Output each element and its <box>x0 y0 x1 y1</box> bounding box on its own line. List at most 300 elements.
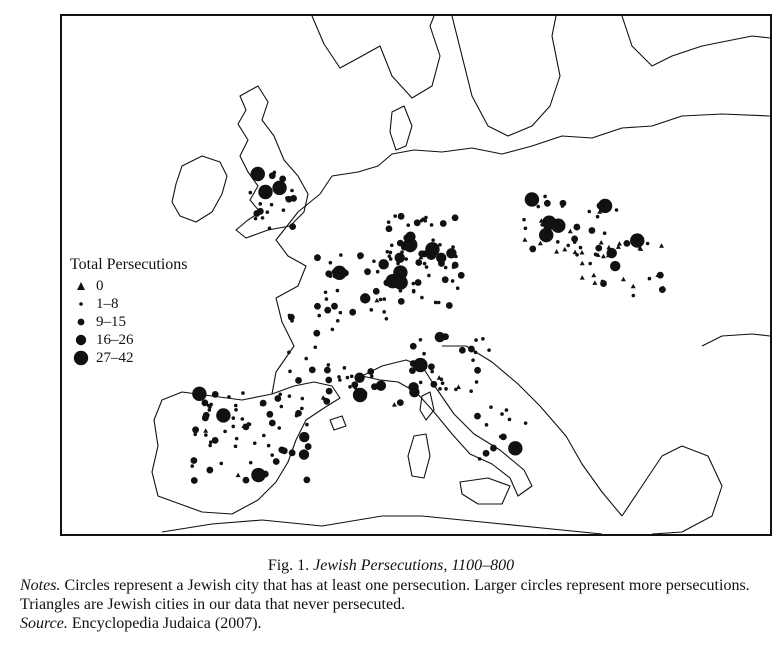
city-marker-circle <box>379 298 383 302</box>
city-marker-circle <box>331 303 338 310</box>
city-marker-circle <box>305 423 309 427</box>
city-marker-circle <box>406 223 410 227</box>
city-marker-circle <box>561 204 565 208</box>
city-marker-circle <box>474 338 478 342</box>
city-marker-circle <box>262 434 266 438</box>
city-marker-circle <box>420 296 424 300</box>
city-marker-circle <box>201 399 208 406</box>
city-marker-circle <box>392 276 396 280</box>
city-marker-circle <box>397 399 404 406</box>
city-marker-circle <box>441 381 445 385</box>
city-marker-triangle <box>592 280 597 285</box>
triangle-icon <box>70 281 92 291</box>
city-marker-circle <box>499 435 503 439</box>
city-marker-circle <box>354 386 358 390</box>
coastline-denmark <box>390 106 412 150</box>
city-marker-circle <box>456 286 460 290</box>
city-marker-triangle <box>659 243 664 248</box>
coastline-black-sea <box>702 334 770 346</box>
city-marker-circle <box>601 280 605 284</box>
city-marker-triangle <box>203 428 208 433</box>
city-marker-circle <box>508 418 512 422</box>
city-marker-circle <box>426 250 436 260</box>
city-marker-circle <box>396 280 400 284</box>
city-marker-circle <box>273 171 277 175</box>
city-marker-circle <box>273 458 280 465</box>
city-marker-circle <box>610 261 620 271</box>
city-marker-circle <box>454 388 458 392</box>
source-text: Encyclopedia Judaica (2007). <box>71 615 262 632</box>
city-marker-circle <box>415 279 422 286</box>
city-marker-circle <box>440 377 444 381</box>
city-marker-circle <box>235 437 239 441</box>
city-marker-circle <box>272 181 286 195</box>
coastline-adriatic <box>442 346 622 516</box>
city-marker-circle <box>367 368 374 375</box>
city-marker-circle <box>350 374 354 378</box>
city-marker-circle <box>573 224 580 231</box>
city-marker-circle <box>459 347 466 354</box>
city-marker-circle <box>364 268 371 275</box>
city-marker-circle <box>543 195 547 199</box>
city-marker-circle <box>419 338 423 342</box>
city-marker-triangle <box>601 254 606 258</box>
city-marker-circle <box>208 444 212 448</box>
city-marker-circle <box>324 367 331 374</box>
coastline-iberia <box>152 382 340 514</box>
city-marker-circle <box>354 372 364 382</box>
city-marker-circle <box>385 317 389 321</box>
city-marker-circle <box>458 272 465 279</box>
city-marker-circle <box>274 395 281 402</box>
city-marker-triangle <box>621 277 626 282</box>
city-marker-circle <box>410 343 417 350</box>
legend-label-1: 1–8 <box>96 295 119 312</box>
coastline-france-west <box>272 176 332 394</box>
city-marker-circle <box>329 274 333 278</box>
coastline-north-africa <box>162 516 602 534</box>
city-marker-circle <box>349 309 356 316</box>
city-marker-circle <box>372 259 376 263</box>
city-marker-circle <box>500 412 504 416</box>
legend-label-0: 0 <box>96 277 104 294</box>
city-marker-circle <box>422 352 426 356</box>
city-marker-circle <box>483 450 490 457</box>
city-marker-circle <box>247 422 251 426</box>
city-marker-circle <box>227 395 231 399</box>
coastline-mainland <box>332 114 770 176</box>
city-marker-circle <box>529 246 536 253</box>
city-marker-circle <box>331 328 335 332</box>
city-marker-circle <box>338 378 342 382</box>
city-marker-triangle <box>579 250 584 255</box>
city-marker-circle <box>587 210 591 214</box>
city-marker-triangle <box>554 249 559 254</box>
city-marker-circle <box>192 387 206 401</box>
city-marker-triangle <box>591 273 596 278</box>
city-marker-circle <box>346 376 350 380</box>
city-marker-triangle <box>538 241 543 246</box>
city-marker-triangle <box>392 402 397 407</box>
city-marker-circle <box>648 277 652 281</box>
small-dot-icon <box>70 299 92 309</box>
city-marker-circle <box>251 170 258 177</box>
city-marker-circle <box>295 414 299 418</box>
city-marker-circle <box>566 244 570 248</box>
city-marker-circle <box>389 251 393 255</box>
city-marker-circle <box>423 219 427 223</box>
city-marker-circle <box>324 307 331 314</box>
city-marker-circle <box>413 358 427 372</box>
city-marker-circle <box>395 253 405 263</box>
legend-label-4: 27–42 <box>96 349 134 366</box>
city-marker-circle <box>579 246 583 250</box>
coastline-corsica <box>420 392 434 420</box>
city-marker-circle <box>524 421 528 425</box>
city-marker-circle <box>444 387 448 391</box>
city-marker-circle <box>623 240 630 247</box>
coastline-sweden <box>452 16 560 136</box>
city-marker-circle <box>295 377 302 384</box>
city-marker-triangle <box>599 240 604 245</box>
city-marker-circle <box>234 404 238 408</box>
legend-label-2: 9–15 <box>96 313 126 330</box>
city-marker-circle <box>490 445 497 452</box>
city-marker-circle <box>478 457 482 461</box>
coastline-sardinia <box>408 434 430 478</box>
city-marker-circle <box>386 250 390 254</box>
city-marker-circle <box>393 214 397 218</box>
city-marker-triangle <box>580 275 585 280</box>
city-marker-circle <box>288 394 292 398</box>
city-marker-circle <box>234 408 238 412</box>
city-marker-circle <box>387 227 391 231</box>
city-marker-circle <box>508 441 522 455</box>
legend-item-4 <box>70 349 220 367</box>
city-marker-circle <box>258 185 272 199</box>
city-marker-circle <box>378 259 388 269</box>
large-dot-icon <box>70 333 92 347</box>
city-marker-circle <box>314 254 321 261</box>
city-marker-circle <box>325 377 332 384</box>
city-marker-circle <box>430 381 437 388</box>
city-marker-circle <box>337 375 341 379</box>
city-marker-circle <box>575 253 579 257</box>
city-marker-circle <box>299 432 309 442</box>
source-line <box>20 614 780 633</box>
city-marker-circle <box>452 265 456 269</box>
city-marker-circle <box>428 363 435 370</box>
city-marker-circle <box>208 408 212 412</box>
city-marker-circle <box>219 462 223 466</box>
city-marker-circle <box>442 333 449 340</box>
city-marker-circle <box>474 351 478 355</box>
map-legend <box>70 255 220 367</box>
city-marker-circle <box>288 370 292 374</box>
city-marker-circle <box>442 276 449 283</box>
city-marker-circle <box>285 196 289 200</box>
city-marker-circle <box>382 297 386 301</box>
city-marker-circle <box>427 274 431 278</box>
city-marker-circle <box>357 252 364 259</box>
city-marker-triangle <box>580 261 585 266</box>
city-marker-circle <box>202 415 209 422</box>
city-marker-circle <box>323 398 330 405</box>
city-marker-circle <box>249 461 253 465</box>
city-marker-circle <box>317 314 321 318</box>
city-marker-circle <box>313 345 317 349</box>
coastline-great-britain <box>236 86 308 238</box>
city-marker-circle <box>289 449 296 456</box>
city-marker-circle <box>597 202 604 209</box>
city-marker-circle <box>419 381 423 385</box>
city-marker-circle <box>529 199 533 203</box>
city-marker-circle <box>289 223 296 230</box>
city-marker-circle <box>266 411 273 418</box>
city-marker-circle <box>305 443 312 450</box>
city-marker-circle <box>418 250 425 257</box>
city-marker-circle <box>403 234 410 241</box>
city-marker-circle <box>405 242 415 252</box>
city-marker-circle <box>290 195 297 202</box>
city-marker-circle <box>431 238 435 242</box>
city-marker-circle <box>451 279 455 283</box>
city-marker-circle <box>481 337 485 341</box>
city-marker-triangle <box>236 473 241 478</box>
city-marker-circle <box>336 319 340 323</box>
city-marker-circle <box>342 270 349 277</box>
coastline-greece <box>622 446 722 534</box>
xlarge-dot-icon <box>70 349 92 367</box>
coastline-ireland <box>172 156 227 222</box>
city-marker-circle <box>542 216 556 230</box>
city-marker-circle <box>360 293 370 303</box>
city-marker-circle <box>646 242 650 246</box>
city-marker-circle <box>253 441 257 445</box>
city-marker-circle <box>260 403 264 407</box>
fig-title: Jewish Persecutions, 1100–800 <box>313 557 515 574</box>
city-marker-triangle <box>374 298 379 303</box>
city-marker-circle <box>544 200 551 207</box>
city-marker-circle <box>596 215 600 219</box>
city-marker-circle <box>603 231 607 235</box>
city-marker-circle <box>539 228 553 242</box>
city-marker-circle <box>474 413 481 420</box>
city-marker-circle <box>339 311 343 315</box>
city-marker-circle <box>191 477 198 484</box>
city-marker-circle <box>522 218 526 222</box>
city-marker-circle <box>231 425 235 429</box>
city-marker-circle <box>270 203 274 207</box>
city-marker-circle <box>430 223 434 227</box>
city-marker-circle <box>287 351 291 355</box>
city-marker-circle <box>438 387 442 391</box>
city-marker-circle <box>343 366 347 370</box>
city-marker-circle <box>313 330 320 337</box>
city-marker-circle <box>216 408 230 422</box>
city-marker-circle <box>325 297 329 301</box>
figure-caption <box>0 557 782 575</box>
city-marker-circle <box>595 245 602 252</box>
city-marker-circle <box>327 363 331 367</box>
city-marker-circle <box>469 389 473 393</box>
city-marker-circle <box>475 380 479 384</box>
city-marker-circle <box>253 210 260 217</box>
city-marker-circle <box>589 227 596 234</box>
city-marker-circle <box>269 420 276 427</box>
city-marker-circle <box>192 426 199 433</box>
coastline-finland <box>622 16 770 66</box>
city-marker-circle <box>434 301 438 305</box>
city-marker-circle <box>398 298 405 305</box>
city-marker-circle <box>303 476 310 483</box>
city-marker-circle <box>231 416 235 420</box>
city-marker-circle <box>485 423 489 427</box>
medium-dot-icon <box>70 316 92 328</box>
city-marker-circle <box>412 282 416 286</box>
city-marker-circle <box>514 444 518 448</box>
city-marker-circle <box>332 272 339 279</box>
city-marker-circle <box>437 301 441 305</box>
city-marker-circle <box>336 289 340 293</box>
city-marker-circle <box>212 437 219 444</box>
city-marker-circle <box>471 358 475 362</box>
city-marker-circle <box>201 391 205 395</box>
city-marker-circle <box>630 233 644 247</box>
city-marker-circle <box>373 288 380 295</box>
source-label: Source. <box>20 615 68 632</box>
city-marker-circle <box>382 310 386 314</box>
city-marker-circle <box>376 380 386 390</box>
city-marker-circle <box>436 253 446 263</box>
city-marker-circle <box>339 253 343 257</box>
legend-item-2 <box>70 313 220 331</box>
city-marker-circle <box>408 382 418 392</box>
city-marker-circle <box>536 205 540 209</box>
city-marker-circle <box>440 220 447 227</box>
city-marker-circle <box>390 244 394 248</box>
city-marker-triangle <box>617 241 622 246</box>
coastline-italy <box>362 360 532 496</box>
city-marker-circle <box>487 348 491 352</box>
city-marker-circle <box>376 270 380 274</box>
city-marker-circle <box>243 477 250 484</box>
city-marker-circle <box>489 405 493 409</box>
city-marker-circle <box>304 357 308 361</box>
fig-number: Fig. 1. <box>267 557 310 574</box>
city-marker-circle <box>452 214 459 221</box>
city-marker-circle <box>505 408 509 412</box>
city-marker-circle <box>329 261 333 265</box>
city-marker-circle <box>209 403 213 407</box>
city-marker-circle <box>234 445 238 449</box>
city-marker-circle <box>348 385 352 389</box>
legend-title: Total Persecutions <box>70 256 188 273</box>
city-marker-circle <box>525 198 529 202</box>
city-marker-triangle <box>568 229 573 234</box>
city-marker-circle <box>398 213 405 220</box>
city-marker-triangle <box>631 284 636 289</box>
legend-item-0 <box>70 277 220 295</box>
legend-item-1 <box>70 295 220 313</box>
city-marker-circle <box>301 397 305 401</box>
city-marker-circle <box>370 374 374 378</box>
city-marker-circle <box>468 346 475 353</box>
coastline-sicily <box>460 478 510 504</box>
city-marker-circle <box>223 430 227 434</box>
city-marker-circle <box>446 248 456 258</box>
city-marker-circle <box>212 391 219 398</box>
city-marker-circle <box>438 243 442 247</box>
city-marker-circle <box>241 417 245 421</box>
city-marker-circle <box>268 227 272 231</box>
city-marker-circle <box>279 176 286 183</box>
city-marker-circle <box>266 210 270 214</box>
city-marker-circle <box>353 388 367 402</box>
city-marker-circle <box>267 444 271 448</box>
city-marker-circle <box>282 208 286 212</box>
city-marker-circle <box>191 457 198 464</box>
city-marker-circle <box>314 303 321 310</box>
city-marker-circle <box>571 236 578 243</box>
city-marker-circle <box>280 405 284 409</box>
coastline-balearic <box>330 416 346 430</box>
city-marker-circle <box>387 220 391 224</box>
city-marker-circle <box>412 290 416 294</box>
city-marker-circle <box>241 391 245 395</box>
city-marker-circle <box>309 366 316 373</box>
city-marker-circle <box>369 308 373 312</box>
city-marker-circle <box>556 240 560 244</box>
city-marker-circle <box>290 189 294 193</box>
city-marker-circle <box>326 388 333 395</box>
city-marker-circle <box>300 407 304 411</box>
city-marker-circle <box>424 216 428 220</box>
city-marker-circle <box>397 240 404 247</box>
city-marker-circle <box>254 217 258 221</box>
legend-label-3: 16–26 <box>96 331 134 348</box>
city-marker-circle <box>446 302 453 309</box>
city-marker-circle <box>524 226 528 230</box>
city-marker-circle <box>288 314 295 321</box>
city-marker-circle <box>190 464 194 468</box>
city-marker-circle <box>588 262 592 266</box>
city-marker-circle <box>415 259 422 266</box>
city-marker-circle <box>632 294 636 298</box>
city-marker-circle <box>423 262 427 266</box>
city-marker-circle <box>388 254 392 258</box>
notes-paragraph <box>20 576 780 614</box>
city-marker-circle <box>301 453 305 457</box>
city-marker-circle <box>277 426 281 430</box>
city-marker-circle <box>249 191 253 195</box>
figure-notes <box>20 576 780 633</box>
coastline-scandinavia <box>312 16 440 98</box>
city-marker-circle <box>261 216 265 220</box>
city-marker-triangle <box>522 237 527 242</box>
city-marker-circle <box>258 202 262 206</box>
city-marker-circle <box>430 370 434 374</box>
notes-label: Notes. <box>20 577 61 594</box>
city-marker-circle <box>204 433 208 437</box>
city-marker-circle <box>404 257 408 261</box>
city-marker-circle <box>607 248 617 258</box>
city-marker-circle <box>262 471 269 478</box>
city-marker-circle <box>206 467 213 474</box>
city-marker-circle <box>270 453 274 457</box>
notes-text: Circles represent a Jewish city that has at least one persecution. Larger circles represent more persecutions. Triangles are Jewish cities in our data that never persecuted. <box>20 577 750 613</box>
city-marker-circle <box>615 208 619 212</box>
